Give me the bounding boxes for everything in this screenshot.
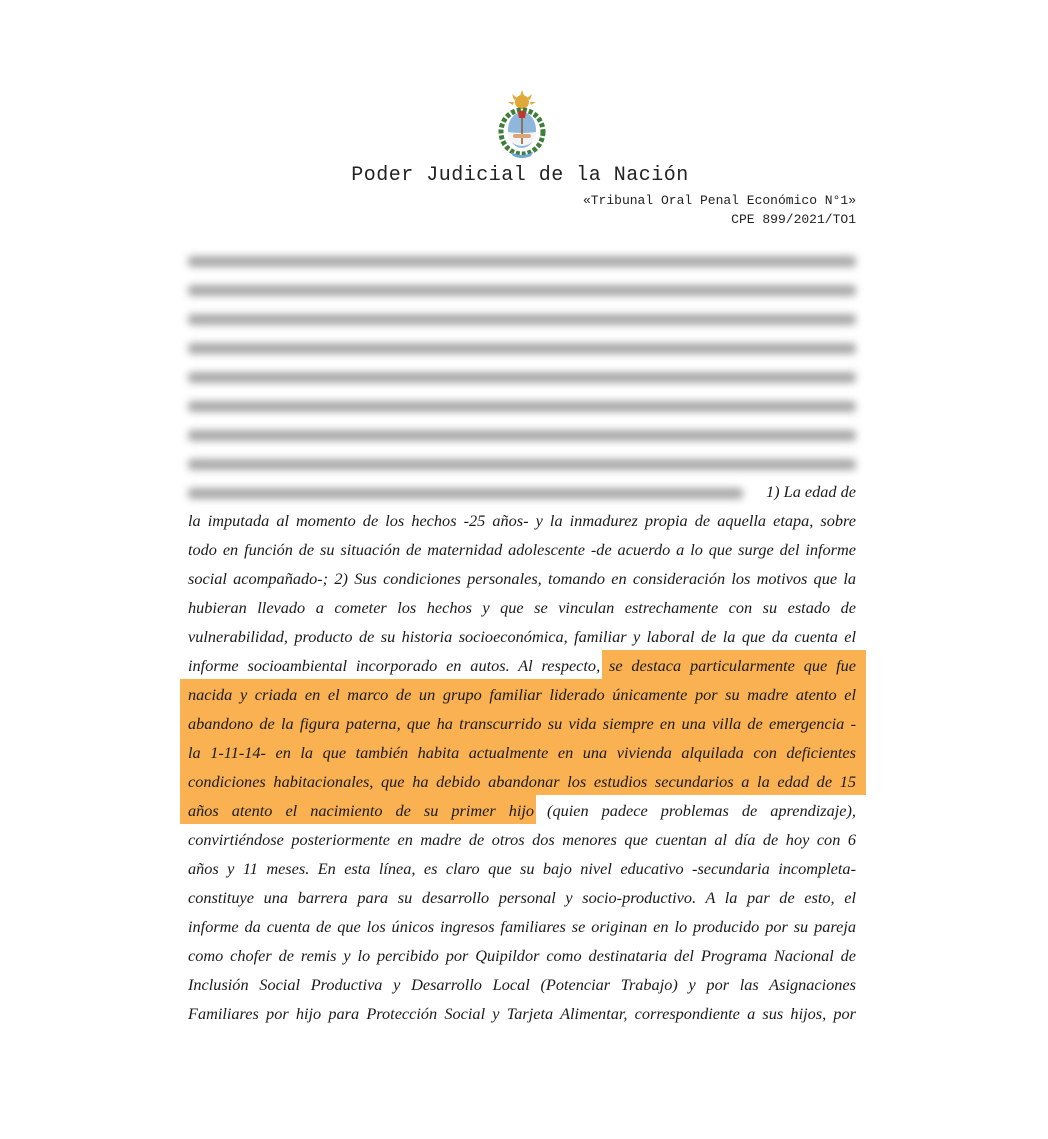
text-line: años y 11 meses. En esta línea, es claro que su bajo nivel educativo -secundaria incompleta- (188, 859, 856, 878)
text-line: todo en función de su situación de maternidad adolescente -de acuerdo a lo que surge del informe (188, 540, 856, 559)
body-text (188, 477, 856, 1028)
text-line: convirtiéndose posteriormente en madre de otros dos menores que cuentan al día de hoy con 6 (188, 830, 856, 849)
text-line: la imputada al momento de los hechos -25 años- y la inmadurez propia de aquella etapa, sobre (188, 511, 856, 530)
text-line: informe socioambiental incorporado en autos. Al respecto, se destaca particularmente que fue (188, 656, 856, 675)
redacted-text-block (188, 247, 856, 508)
text-line: condiciones habitacionales, que ha debido abandonar los estudios secundarios a la edad de 15 (188, 772, 856, 791)
text-line: hubieran llevado a cometer los hechos y que se vinculan estrechamente con su estado de (188, 598, 856, 617)
text-line: informe da cuenta de que los únicos ingresos familiares se originan en lo producido por su pareja (188, 917, 856, 936)
text-line: vulnerabilidad, producto de su historia socioeconómica, familiar y laboral de la que da cuenta el (188, 627, 856, 646)
text-line: nacida y criada en el marco de un grupo familiar liderado únicamente por su madre atento el (188, 685, 856, 704)
text-line: años atento el nacimiento de su primer hijo (quien padece problemas de aprendizaje), (188, 801, 856, 820)
text-line: social acompañado-; 2) Sus condiciones personales, tomando en consideración los motivos que la (188, 569, 856, 588)
text-line: como chofer de remis y lo percibido por Quipildor como destinataria del Programa Nacional de (188, 946, 856, 965)
court-name: «Tribunal Oral Penal Económico N°1» (582, 193, 856, 208)
text-line: Inclusión Social Productiva y Desarrollo Local (Potenciar Trabajo) y por las Asignaciones (188, 975, 856, 994)
text-line: Familiares por hijo para Protección Social y Tarjeta Alimentar, correspondiente a sus hijos, por (188, 1004, 856, 1023)
text-line: 1) La edad de (766, 482, 856, 501)
coat-of-arms-icon (497, 90, 547, 160)
text-line: constituye una barrera para su desarrollo personal y socio-productivo. A la par de esto, el (188, 888, 856, 907)
case-number: CPE 899/2021/TO1 (731, 212, 856, 227)
page-title: Poder Judicial de la Nación (351, 164, 689, 187)
text-line: abandono de la figura paterna, que ha transcurrido su vida siempre en una villa de emergencia - (188, 714, 856, 733)
text-line: la 1-11-14- en la que también habita actualmente en una vivienda alquilada con deficientes (188, 743, 856, 762)
